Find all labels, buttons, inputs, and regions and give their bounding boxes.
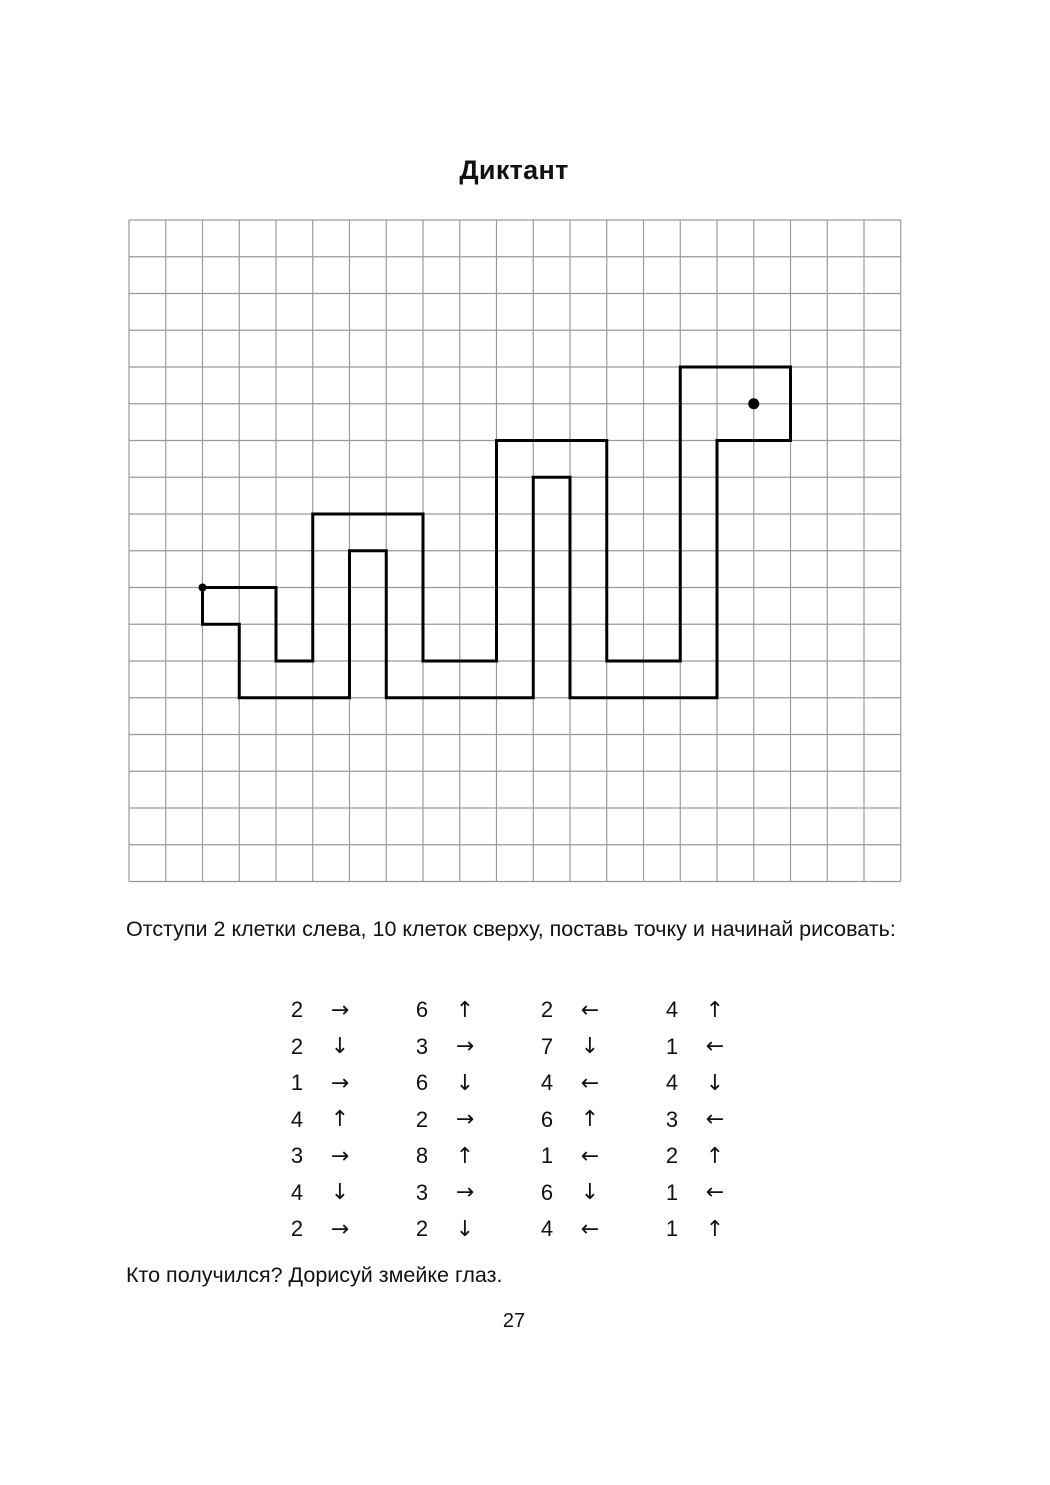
step-item xyxy=(526,992,651,1029)
step-count: 2 xyxy=(665,1143,679,1169)
step-count: 6 xyxy=(415,1070,429,1096)
step-count: 3 xyxy=(665,1106,679,1132)
step-item xyxy=(401,992,526,1029)
step-count: 4 xyxy=(290,1106,304,1132)
step-arrow-icon: ↑ xyxy=(455,997,475,1023)
step-count: 4 xyxy=(665,1070,679,1096)
step-arrow-icon: ↓ xyxy=(330,1180,350,1206)
step-arrow-icon: → xyxy=(455,1180,475,1206)
step-arrow-icon: ↓ xyxy=(455,1216,475,1242)
step-arrow-icon: ← xyxy=(580,997,600,1023)
step-item xyxy=(401,1029,526,1066)
page-title: Диктант xyxy=(459,155,569,185)
step-arrow-icon: ← xyxy=(580,1143,600,1169)
step-arrow-icon: ← xyxy=(580,1070,600,1096)
step-item xyxy=(526,1102,651,1139)
step-arrow-icon: ↑ xyxy=(705,997,725,1023)
step-count: 7 xyxy=(540,1033,554,1059)
step-item xyxy=(276,1138,401,1175)
step-item xyxy=(651,1065,776,1102)
step-count: 2 xyxy=(290,997,304,1023)
step-item xyxy=(526,1175,651,1212)
step-count: 1 xyxy=(540,1143,554,1169)
steps-table xyxy=(276,992,776,1248)
step-count: 4 xyxy=(540,1216,554,1242)
step-arrow-icon: ↓ xyxy=(580,1180,600,1206)
step-arrow-icon: ↑ xyxy=(330,1107,350,1133)
step-arrow-icon: ↓ xyxy=(580,1034,600,1060)
step-count: 3 xyxy=(415,1179,429,1205)
step-arrow-icon: ← xyxy=(705,1034,725,1060)
step-arrow-icon: ← xyxy=(705,1180,725,1206)
step-item xyxy=(276,1175,401,1212)
step-arrow-icon: ↓ xyxy=(705,1070,725,1096)
step-count: 2 xyxy=(290,1033,304,1059)
step-count: 8 xyxy=(415,1143,429,1169)
step-item xyxy=(276,1211,401,1248)
step-item xyxy=(651,1175,776,1212)
instruction-text: Отступи 2 клетки слева, 10 клеток сверху, поставь точку и начинай рисовать: xyxy=(126,917,896,941)
step-arrow-icon: → xyxy=(330,1070,350,1096)
step-count: 3 xyxy=(415,1033,429,1059)
step-item xyxy=(401,1138,526,1175)
start-point-dot xyxy=(199,584,207,592)
step-item xyxy=(401,1211,526,1248)
step-arrow-icon: → xyxy=(455,1034,475,1060)
step-arrow-icon: ↑ xyxy=(580,1107,600,1133)
page-number: 27 xyxy=(502,1310,526,1332)
step-item xyxy=(276,992,401,1029)
step-arrow-icon: ↓ xyxy=(330,1034,350,1060)
step-count: 2 xyxy=(415,1216,429,1242)
step-item xyxy=(526,1211,651,1248)
grid-lines xyxy=(129,220,901,882)
step-count: 1 xyxy=(665,1216,679,1242)
step-arrow-icon: ↑ xyxy=(705,1216,725,1242)
step-arrow-icon: → xyxy=(455,1107,475,1133)
step-arrow-icon: → xyxy=(330,1143,350,1169)
step-item xyxy=(276,1029,401,1066)
step-arrow-icon: ↑ xyxy=(705,1143,725,1169)
step-arrow-icon: ↓ xyxy=(455,1070,475,1096)
step-count: 6 xyxy=(540,1179,554,1205)
step-item xyxy=(651,1211,776,1248)
step-item xyxy=(526,1029,651,1066)
snake-eye-dot xyxy=(748,398,759,409)
step-arrow-icon: → xyxy=(330,997,350,1023)
step-item xyxy=(651,1029,776,1066)
step-arrow-icon: ← xyxy=(580,1216,600,1242)
step-count: 6 xyxy=(540,1106,554,1132)
step-count: 1 xyxy=(665,1033,679,1059)
step-count: 2 xyxy=(415,1106,429,1132)
step-item xyxy=(401,1102,526,1139)
step-item xyxy=(401,1065,526,1102)
step-count: 1 xyxy=(290,1070,304,1096)
step-item xyxy=(651,1138,776,1175)
step-item xyxy=(651,1102,776,1139)
step-item xyxy=(526,1138,651,1175)
step-item xyxy=(526,1065,651,1102)
step-arrow-icon: ↑ xyxy=(455,1143,475,1169)
question-text: Кто получился? Дорисуй змейке глаз. xyxy=(126,1263,503,1287)
step-count: 2 xyxy=(290,1216,304,1242)
step-count: 4 xyxy=(290,1179,304,1205)
step-count: 6 xyxy=(415,997,429,1023)
step-item xyxy=(276,1065,401,1102)
step-count: 2 xyxy=(540,997,554,1023)
step-item xyxy=(276,1102,401,1139)
step-arrow-icon: ← xyxy=(705,1107,725,1133)
step-count: 3 xyxy=(290,1143,304,1169)
step-item xyxy=(401,1175,526,1212)
step-count: 1 xyxy=(665,1179,679,1205)
step-count: 4 xyxy=(540,1070,554,1096)
step-item xyxy=(651,992,776,1029)
step-arrow-icon: → xyxy=(330,1216,350,1242)
step-count: 4 xyxy=(665,997,679,1023)
